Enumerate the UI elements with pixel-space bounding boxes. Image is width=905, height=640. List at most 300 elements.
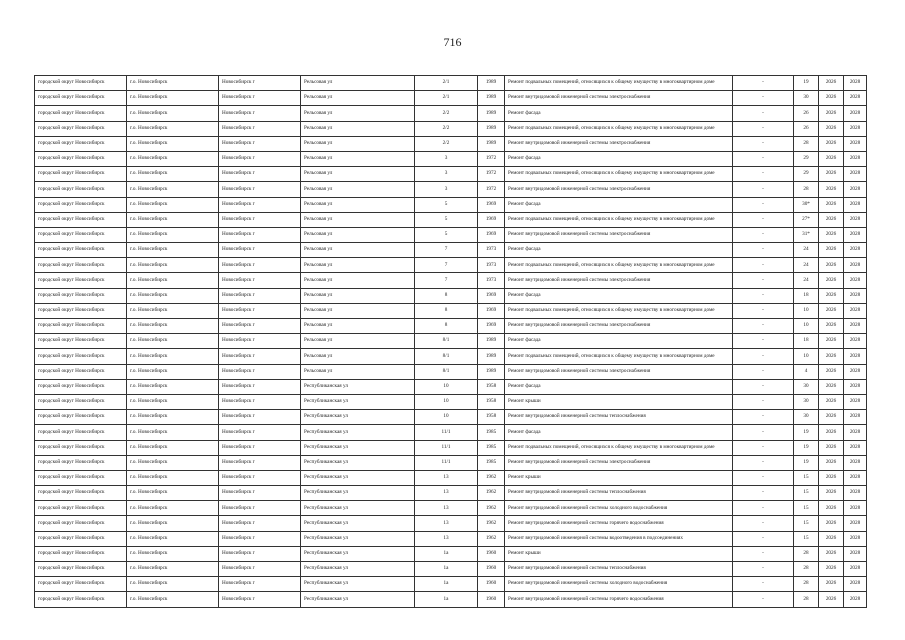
end-year-cell: 2028 <box>844 349 867 364</box>
city-cell: Новосибирск г <box>219 167 301 182</box>
street-cell: Республиканская ул <box>301 562 415 577</box>
end-year-cell: 2028 <box>844 440 867 455</box>
end-year-cell: 2028 <box>844 334 867 349</box>
municipality-cell: г.о. Новосибирск <box>127 91 219 106</box>
municipality-cell: г.о. Новосибирск <box>127 455 219 470</box>
dash-cell: - <box>733 243 794 258</box>
dash-cell: - <box>733 106 794 121</box>
work-type-cell: Ремонт фасада <box>505 334 733 349</box>
city-cell: Новосибирск г <box>219 258 301 273</box>
house-number-cell: 11/1 <box>415 440 478 455</box>
district-cell: городской округ Новосибирск <box>35 455 127 470</box>
city-cell: Новосибирск г <box>219 212 301 227</box>
table-row <box>35 364 867 379</box>
start-year-cell: 2026 <box>819 76 844 91</box>
construction-year-cell: 1989 <box>478 136 505 151</box>
dash-cell: - <box>733 349 794 364</box>
house-number-cell: 5 <box>415 197 478 212</box>
table-row <box>35 592 867 607</box>
value-cell: 24 <box>794 258 819 273</box>
house-number-cell: 8 <box>415 288 478 303</box>
municipality-cell: г.о. Новосибирск <box>127 379 219 394</box>
construction-year-cell: 1962 <box>478 501 505 516</box>
house-number-cell: 7 <box>415 258 478 273</box>
dash-cell: - <box>733 470 794 485</box>
table-row <box>35 334 867 349</box>
table-row <box>35 288 867 303</box>
work-type-cell: Ремонт крыши <box>505 546 733 561</box>
dash-cell: - <box>733 455 794 470</box>
dash-cell: - <box>733 91 794 106</box>
city-cell: Новосибирск г <box>219 501 301 516</box>
dash-cell: - <box>733 410 794 425</box>
street-cell: Республиканская ул <box>301 470 415 485</box>
municipality-cell: г.о. Новосибирск <box>127 334 219 349</box>
municipality-cell: г.о. Новосибирск <box>127 182 219 197</box>
end-year-cell: 2028 <box>844 455 867 470</box>
value-cell: 30 <box>794 410 819 425</box>
end-year-cell: 2028 <box>844 288 867 303</box>
value-cell: 30 <box>794 394 819 409</box>
district-cell: городской округ Новосибирск <box>35 303 127 318</box>
start-year-cell: 2026 <box>819 364 844 379</box>
table-row <box>35 258 867 273</box>
start-year-cell: 2026 <box>819 182 844 197</box>
house-number-cell: 8 <box>415 319 478 334</box>
work-type-cell: Ремонт внутридомовой инженерной системы электроснабжения <box>505 273 733 288</box>
street-cell: Республиканская ул <box>301 592 415 607</box>
municipality-cell: г.о. Новосибирск <box>127 394 219 409</box>
end-year-cell: 2028 <box>844 106 867 121</box>
city-cell: Новосибирск г <box>219 227 301 242</box>
work-type-cell: Ремонт подвальных помещений, относящихся к общему имуществу в многоквартирном доме <box>505 167 733 182</box>
district-cell: городской округ Новосибирск <box>35 349 127 364</box>
city-cell: Новосибирск г <box>219 303 301 318</box>
municipality-cell: г.о. Новосибирск <box>127 106 219 121</box>
table-row <box>35 319 867 334</box>
dash-cell: - <box>733 440 794 455</box>
table-row <box>35 167 867 182</box>
value-cell: 19 <box>794 455 819 470</box>
end-year-cell: 2028 <box>844 136 867 151</box>
end-year-cell: 2028 <box>844 546 867 561</box>
work-type-cell: Ремонт внутридомовой инженерной системы электроснабжения <box>505 136 733 151</box>
work-type-cell: Ремонт крыши <box>505 470 733 485</box>
work-type-cell: Ремонт фасада <box>505 379 733 394</box>
street-cell: Рельсовая ул <box>301 167 415 182</box>
street-cell: Рельсовая ул <box>301 243 415 258</box>
start-year-cell: 2026 <box>819 531 844 546</box>
value-cell: 24 <box>794 243 819 258</box>
municipality-cell: г.о. Новосибирск <box>127 319 219 334</box>
start-year-cell: 2026 <box>819 197 844 212</box>
district-cell: городской округ Новосибирск <box>35 562 127 577</box>
house-number-cell: 10 <box>415 379 478 394</box>
construction-year-cell: 1972 <box>478 151 505 166</box>
page-number: 716 <box>443 35 462 49</box>
value-cell: 28 <box>794 577 819 592</box>
municipality-cell: г.о. Новосибирск <box>127 470 219 485</box>
dash-cell: - <box>733 288 794 303</box>
table-row <box>35 243 867 258</box>
work-type-cell: Ремонт фасада <box>505 425 733 440</box>
district-cell: городской округ Новосибирск <box>35 470 127 485</box>
house-number-cell: 8 <box>415 303 478 318</box>
value-cell: 4 <box>794 364 819 379</box>
construction-year-cell: 1960 <box>478 546 505 561</box>
house-number-cell: 2/1 <box>415 91 478 106</box>
start-year-cell: 2026 <box>819 303 844 318</box>
value-cell: 30 <box>794 91 819 106</box>
end-year-cell: 2028 <box>844 151 867 166</box>
city-cell: Новосибирск г <box>219 425 301 440</box>
city-cell: Новосибирск г <box>219 288 301 303</box>
start-year-cell: 2026 <box>819 334 844 349</box>
city-cell: Новосибирск г <box>219 151 301 166</box>
construction-year-cell: 1973 <box>478 273 505 288</box>
start-year-cell: 2026 <box>819 577 844 592</box>
construction-year-cell: 1985 <box>478 455 505 470</box>
construction-year-cell: 1989 <box>478 334 505 349</box>
municipality-cell: г.о. Новосибирск <box>127 425 219 440</box>
construction-year-cell: 1969 <box>478 197 505 212</box>
end-year-cell: 2028 <box>844 227 867 242</box>
value-cell: 19 <box>794 76 819 91</box>
district-cell: городской округ Новосибирск <box>35 197 127 212</box>
municipality-cell: г.о. Новосибирск <box>127 577 219 592</box>
start-year-cell: 2026 <box>819 546 844 561</box>
municipality-cell: г.о. Новосибирск <box>127 546 219 561</box>
work-type-cell: Ремонт фасада <box>505 151 733 166</box>
work-type-cell: Ремонт крыши <box>505 394 733 409</box>
city-cell: Новосибирск г <box>219 364 301 379</box>
district-cell: городской округ Новосибирск <box>35 425 127 440</box>
value-cell: 27* <box>794 212 819 227</box>
district-cell: городской округ Новосибирск <box>35 334 127 349</box>
start-year-cell: 2026 <box>819 394 844 409</box>
district-cell: городской округ Новосибирск <box>35 151 127 166</box>
start-year-cell: 2026 <box>819 288 844 303</box>
work-type-cell: Ремонт внутридомовой инженерной системы электроснабжения <box>505 227 733 242</box>
repair-schedule-table <box>34 75 867 608</box>
city-cell: Новосибирск г <box>219 562 301 577</box>
street-cell: Республиканская ул <box>301 455 415 470</box>
value-cell: 10 <box>794 349 819 364</box>
house-number-cell: 3 <box>415 182 478 197</box>
city-cell: Новосибирск г <box>219 440 301 455</box>
start-year-cell: 2026 <box>819 91 844 106</box>
construction-year-cell: 1969 <box>478 227 505 242</box>
district-cell: городской округ Новосибирск <box>35 516 127 531</box>
municipality-cell: г.о. Новосибирск <box>127 531 219 546</box>
house-number-cell: 5 <box>415 212 478 227</box>
house-number-cell: 8/1 <box>415 349 478 364</box>
start-year-cell: 2026 <box>819 455 844 470</box>
district-cell: городской округ Новосибирск <box>35 167 127 182</box>
table-row <box>35 212 867 227</box>
dash-cell: - <box>733 273 794 288</box>
table-row <box>35 425 867 440</box>
city-cell: Новосибирск г <box>219 76 301 91</box>
start-year-cell: 2026 <box>819 470 844 485</box>
work-type-cell: Ремонт внутридомовой инженерной системы электроснабжения <box>505 364 733 379</box>
start-year-cell: 2026 <box>819 227 844 242</box>
city-cell: Новосибирск г <box>219 379 301 394</box>
work-type-cell: Ремонт внутридомовой инженерной системы холодного водоснабжения <box>505 501 733 516</box>
house-number-cell: 13 <box>415 531 478 546</box>
start-year-cell: 2026 <box>819 167 844 182</box>
value-cell: 15 <box>794 501 819 516</box>
end-year-cell: 2028 <box>844 470 867 485</box>
start-year-cell: 2026 <box>819 212 844 227</box>
value-cell: 15 <box>794 470 819 485</box>
city-cell: Новосибирск г <box>219 136 301 151</box>
value-cell: 29 <box>794 151 819 166</box>
house-number-cell: 10 <box>415 410 478 425</box>
city-cell: Новосибирск г <box>219 106 301 121</box>
municipality-cell: г.о. Новосибирск <box>127 562 219 577</box>
table-row <box>35 501 867 516</box>
street-cell: Рельсовая ул <box>301 349 415 364</box>
work-type-cell: Ремонт внутридомовой инженерной системы электроснабжения <box>505 455 733 470</box>
construction-year-cell: 1960 <box>478 577 505 592</box>
municipality-cell: г.о. Новосибирск <box>127 167 219 182</box>
municipality-cell: г.о. Новосибирск <box>127 212 219 227</box>
street-cell: Рельсовая ул <box>301 227 415 242</box>
start-year-cell: 2026 <box>819 319 844 334</box>
construction-year-cell: 1958 <box>478 379 505 394</box>
table-row <box>35 455 867 470</box>
district-cell: городской округ Новосибирск <box>35 288 127 303</box>
construction-year-cell: 1962 <box>478 470 505 485</box>
street-cell: Рельсовая ул <box>301 121 415 136</box>
construction-year-cell: 1989 <box>478 349 505 364</box>
district-cell: городской округ Новосибирск <box>35 364 127 379</box>
table-row <box>35 440 867 455</box>
work-type-cell: Ремонт подвальных помещений, относящихся к общему имуществу в многоквартирном доме <box>505 76 733 91</box>
house-number-cell: 7 <box>415 273 478 288</box>
municipality-cell: г.о. Новосибирск <box>127 349 219 364</box>
municipality-cell: г.о. Новосибирск <box>127 121 219 136</box>
construction-year-cell: 1989 <box>478 91 505 106</box>
house-number-cell: 8/1 <box>415 364 478 379</box>
work-type-cell: Ремонт фасада <box>505 288 733 303</box>
construction-year-cell: 1962 <box>478 531 505 546</box>
table-row <box>35 410 867 425</box>
value-cell: 29 <box>794 167 819 182</box>
end-year-cell: 2028 <box>844 425 867 440</box>
start-year-cell: 2026 <box>819 273 844 288</box>
house-number-cell: 8/1 <box>415 334 478 349</box>
dash-cell: - <box>733 319 794 334</box>
dash-cell: - <box>733 486 794 501</box>
house-number-cell: 3 <box>415 151 478 166</box>
value-cell: 18 <box>794 288 819 303</box>
district-cell: городской округ Новосибирск <box>35 258 127 273</box>
table-row <box>35 303 867 318</box>
work-type-cell: Ремонт подвальных помещений, относящихся к общему имуществу в многоквартирном доме <box>505 258 733 273</box>
municipality-cell: г.о. Новосибирск <box>127 151 219 166</box>
district-cell: городской округ Новосибирск <box>35 394 127 409</box>
start-year-cell: 2026 <box>819 106 844 121</box>
house-number-cell: 1а <box>415 592 478 607</box>
work-type-cell: Ремонт внутридомовой инженерной системы электроснабжения <box>505 319 733 334</box>
work-type-cell: Ремонт внутридомовой инженерной системы электроснабжения <box>505 182 733 197</box>
construction-year-cell: 1969 <box>478 319 505 334</box>
construction-year-cell: 1989 <box>478 106 505 121</box>
value-cell: 26 <box>794 106 819 121</box>
table-row <box>35 197 867 212</box>
dash-cell: - <box>733 76 794 91</box>
house-number-cell: 11/1 <box>415 425 478 440</box>
value-cell: 15 <box>794 486 819 501</box>
table-row <box>35 106 867 121</box>
table-row <box>35 182 867 197</box>
street-cell: Рельсовая ул <box>301 258 415 273</box>
construction-year-cell: 1969 <box>478 303 505 318</box>
work-type-cell: Ремонт фасада <box>505 243 733 258</box>
start-year-cell: 2026 <box>819 516 844 531</box>
district-cell: городской округ Новосибирск <box>35 212 127 227</box>
city-cell: Новосибирск г <box>219 531 301 546</box>
work-type-cell: Ремонт внутридомовой инженерной системы теплоснабжения <box>505 562 733 577</box>
city-cell: Новосибирск г <box>219 592 301 607</box>
start-year-cell: 2026 <box>819 440 844 455</box>
municipality-cell: г.о. Новосибирск <box>127 364 219 379</box>
municipality-cell: г.о. Новосибирск <box>127 303 219 318</box>
municipality-cell: г.о. Новосибирск <box>127 592 219 607</box>
city-cell: Новосибирск г <box>219 197 301 212</box>
municipality-cell: г.о. Новосибирск <box>127 243 219 258</box>
dash-cell: - <box>733 303 794 318</box>
house-number-cell: 3 <box>415 167 478 182</box>
dash-cell: - <box>733 227 794 242</box>
city-cell: Новосибирск г <box>219 577 301 592</box>
end-year-cell: 2028 <box>844 531 867 546</box>
street-cell: Рельсовая ул <box>301 273 415 288</box>
work-type-cell: Ремонт внутридомовой инженерной системы горячего водоснабжения <box>505 592 733 607</box>
table-row <box>35 470 867 485</box>
street-cell: Республиканская ул <box>301 440 415 455</box>
street-cell: Рельсовая ул <box>301 136 415 151</box>
house-number-cell: 13 <box>415 470 478 485</box>
table-row <box>35 516 867 531</box>
city-cell: Новосибирск г <box>219 470 301 485</box>
dash-cell: - <box>733 394 794 409</box>
dash-cell: - <box>733 516 794 531</box>
dash-cell: - <box>733 546 794 561</box>
house-number-cell: 13 <box>415 516 478 531</box>
start-year-cell: 2026 <box>819 151 844 166</box>
construction-year-cell: 1962 <box>478 516 505 531</box>
street-cell: Рельсовая ул <box>301 319 415 334</box>
city-cell: Новосибирск г <box>219 455 301 470</box>
house-number-cell: 2/2 <box>415 136 478 151</box>
house-number-cell: 2/2 <box>415 121 478 136</box>
construction-year-cell: 1989 <box>478 121 505 136</box>
city-cell: Новосибирск г <box>219 394 301 409</box>
house-number-cell: 5 <box>415 227 478 242</box>
district-cell: городской округ Новосибирск <box>35 273 127 288</box>
district-cell: городской округ Новосибирск <box>35 546 127 561</box>
work-type-cell: Ремонт внутридомовой инженерной системы теплоснабжения <box>505 410 733 425</box>
end-year-cell: 2028 <box>844 410 867 425</box>
city-cell: Новосибирск г <box>219 486 301 501</box>
start-year-cell: 2026 <box>819 562 844 577</box>
end-year-cell: 2028 <box>844 319 867 334</box>
city-cell: Новосибирск г <box>219 182 301 197</box>
municipality-cell: г.о. Новосибирск <box>127 288 219 303</box>
municipality-cell: г.о. Новосибирск <box>127 136 219 151</box>
end-year-cell: 2028 <box>844 379 867 394</box>
table-row <box>35 546 867 561</box>
district-cell: городской округ Новосибирск <box>35 106 127 121</box>
construction-year-cell: 1973 <box>478 243 505 258</box>
end-year-cell: 2028 <box>844 516 867 531</box>
end-year-cell: 2028 <box>844 258 867 273</box>
work-type-cell: Ремонт подвальных помещений, относящихся к общему имуществу в многоквартирном доме <box>505 303 733 318</box>
value-cell: 31* <box>794 227 819 242</box>
house-number-cell: 2/1 <box>415 76 478 91</box>
district-cell: городской округ Новосибирск <box>35 577 127 592</box>
district-cell: городской округ Новосибирск <box>35 486 127 501</box>
table-row <box>35 91 867 106</box>
work-type-cell: Ремонт подвальных помещений, относящихся к общему имуществу в многоквартирном доме <box>505 349 733 364</box>
value-cell: 26 <box>794 121 819 136</box>
construction-year-cell: 1958 <box>478 410 505 425</box>
dash-cell: - <box>733 531 794 546</box>
district-cell: городской округ Новосибирск <box>35 76 127 91</box>
municipality-cell: г.о. Новосибирск <box>127 486 219 501</box>
work-type-cell: Ремонт внутридомовой инженерной системы горячего водоснабжения <box>505 516 733 531</box>
construction-year-cell: 1973 <box>478 258 505 273</box>
street-cell: Республиканская ул <box>301 531 415 546</box>
work-type-cell: Ремонт фасада <box>505 197 733 212</box>
city-cell: Новосибирск г <box>219 319 301 334</box>
street-cell: Республиканская ул <box>301 577 415 592</box>
work-type-cell: Ремонт внутридомовой инженерной системы водоотведения в подсоединениях <box>505 531 733 546</box>
street-cell: Рельсовая ул <box>301 151 415 166</box>
value-cell: 28 <box>794 136 819 151</box>
value-cell: 30 <box>794 379 819 394</box>
city-cell: Новосибирск г <box>219 121 301 136</box>
district-cell: городской округ Новосибирск <box>35 136 127 151</box>
city-cell: Новосибирск г <box>219 516 301 531</box>
start-year-cell: 2026 <box>819 243 844 258</box>
table-row <box>35 273 867 288</box>
street-cell: Республиканская ул <box>301 410 415 425</box>
street-cell: Республиканская ул <box>301 379 415 394</box>
end-year-cell: 2028 <box>844 212 867 227</box>
end-year-cell: 2028 <box>844 592 867 607</box>
street-cell: Республиканская ул <box>301 425 415 440</box>
dash-cell: - <box>733 577 794 592</box>
district-cell: городской округ Новосибирск <box>35 410 127 425</box>
table-row <box>35 394 867 409</box>
street-cell: Рельсовая ул <box>301 106 415 121</box>
value-cell: 30* <box>794 197 819 212</box>
street-cell: Республиканская ул <box>301 516 415 531</box>
end-year-cell: 2028 <box>844 182 867 197</box>
dash-cell: - <box>733 151 794 166</box>
table-body <box>35 76 867 608</box>
end-year-cell: 2028 <box>844 91 867 106</box>
value-cell: 28 <box>794 546 819 561</box>
street-cell: Рельсовая ул <box>301 364 415 379</box>
house-number-cell: 13 <box>415 486 478 501</box>
end-year-cell: 2028 <box>844 394 867 409</box>
construction-year-cell: 1969 <box>478 212 505 227</box>
